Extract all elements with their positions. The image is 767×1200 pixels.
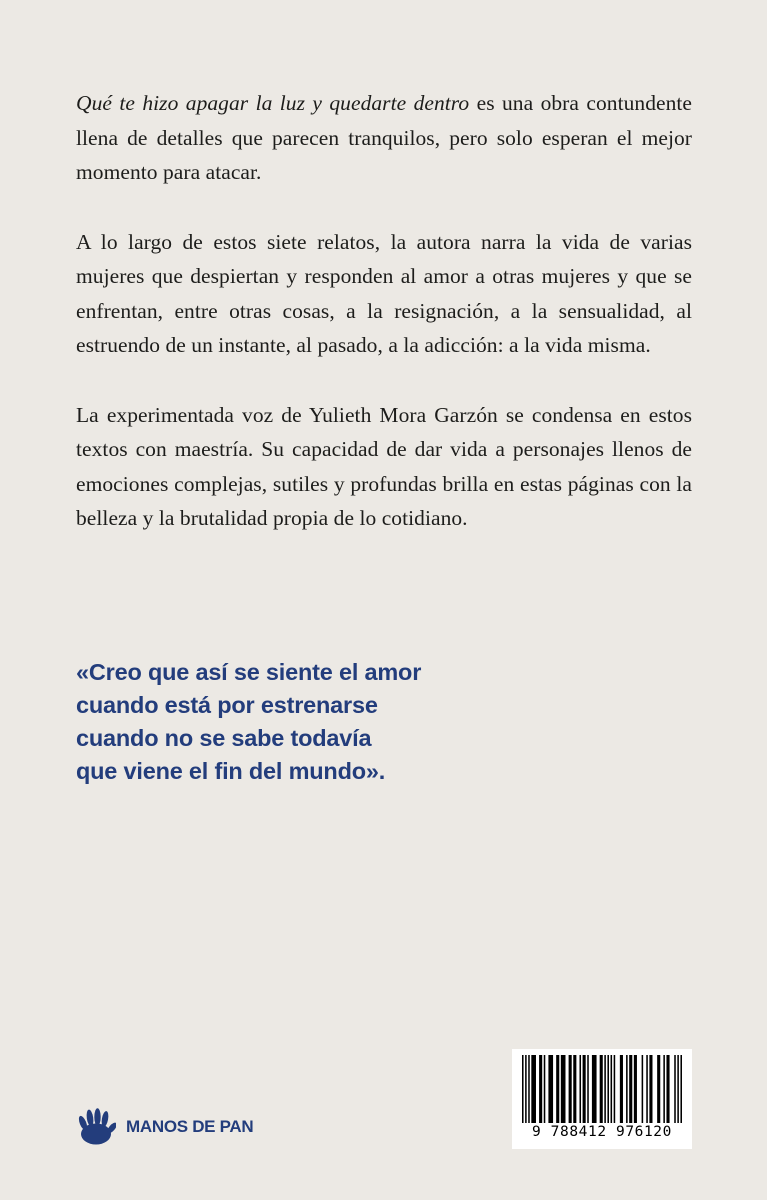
barcode-bar <box>642 1055 644 1123</box>
barcode-bar <box>587 1055 589 1123</box>
hand-icon <box>76 1108 116 1146</box>
barcode-bar <box>674 1055 676 1123</box>
publisher-logo <box>76 1108 253 1146</box>
blurb-paragraph-3: La experimentada voz de Yulieth Mora Garzón se condensa en estos textos con maestría. Su capacidad de dar vida a personajes llenos de emociones complejas, sutiles y profundas brilla en estas páginas con la belleza y la brutalidad propia de lo cotidiano. <box>76 402 692 530</box>
barcode-bar <box>657 1055 660 1123</box>
isbn-number: 9 788412 976120 <box>532 1124 672 1140</box>
barcode-bar <box>634 1055 637 1123</box>
barcode-bar <box>604 1055 606 1123</box>
barcode-bar <box>677 1055 679 1123</box>
quote-line: que viene el fin del mundo». <box>76 758 386 784</box>
barcode-bar <box>528 1055 530 1123</box>
quote-line: cuando no se sabe todavía <box>76 725 372 751</box>
barcode-bar <box>614 1055 616 1123</box>
barcode-bar <box>556 1055 559 1123</box>
barcode-bar <box>611 1055 613 1123</box>
barcode-bar <box>569 1055 572 1123</box>
barcode-bar <box>626 1055 628 1123</box>
barcode-bar <box>525 1055 527 1123</box>
barcode-bar <box>620 1055 623 1123</box>
barcode-bar <box>539 1055 542 1123</box>
barcode <box>512 1049 692 1149</box>
pull-quote <box>76 656 636 788</box>
barcode-bar <box>573 1055 576 1123</box>
barcode-bar <box>600 1055 603 1123</box>
barcode-bar <box>579 1055 581 1123</box>
quote-line: «Creo que así se siente el amor <box>76 659 422 685</box>
barcode-bar <box>607 1055 609 1123</box>
barcode-bar <box>666 1055 669 1123</box>
barcode-bar <box>522 1055 524 1123</box>
barcode-bar <box>583 1055 586 1123</box>
barcode-bars <box>522 1055 682 1125</box>
barcode-bar <box>548 1055 553 1123</box>
barcode-bar <box>663 1055 665 1123</box>
barcode-bar <box>531 1055 536 1123</box>
barcode-bar <box>561 1055 566 1123</box>
barcode-bar <box>649 1055 652 1123</box>
barcode-bar <box>544 1055 546 1123</box>
barcode-bar <box>592 1055 597 1123</box>
publisher-name: MANOS DE PAN <box>126 1117 254 1136</box>
barcode-bar <box>680 1055 682 1123</box>
quote-line: cuando está por estrenarse <box>76 692 378 718</box>
book-title-italic: Qué te hizo apagar la luz y quedarte dentro <box>76 91 470 115</box>
barcode-bar <box>629 1055 632 1123</box>
back-cover-blurb <box>76 86 692 571</box>
blurb-paragraph-1-rest: es una obra contundente llena de detalles que parecen tranquilos, pero solo esperan el mejor momento para atacar. <box>76 91 692 184</box>
blurb-paragraph-1 <box>76 86 692 190</box>
blurb-paragraph-2: A lo largo de estos siete relatos, la autora narra la vida de varias mujeres que despiertan y responden al amor a otras mujeres y que se enfrentan, entre otras cosas, a la resignación, a la sensualidad, al estruendo de un instante, al pasado, a la adicción: a la vida misma. <box>76 229 692 357</box>
barcode-bar <box>646 1055 648 1123</box>
